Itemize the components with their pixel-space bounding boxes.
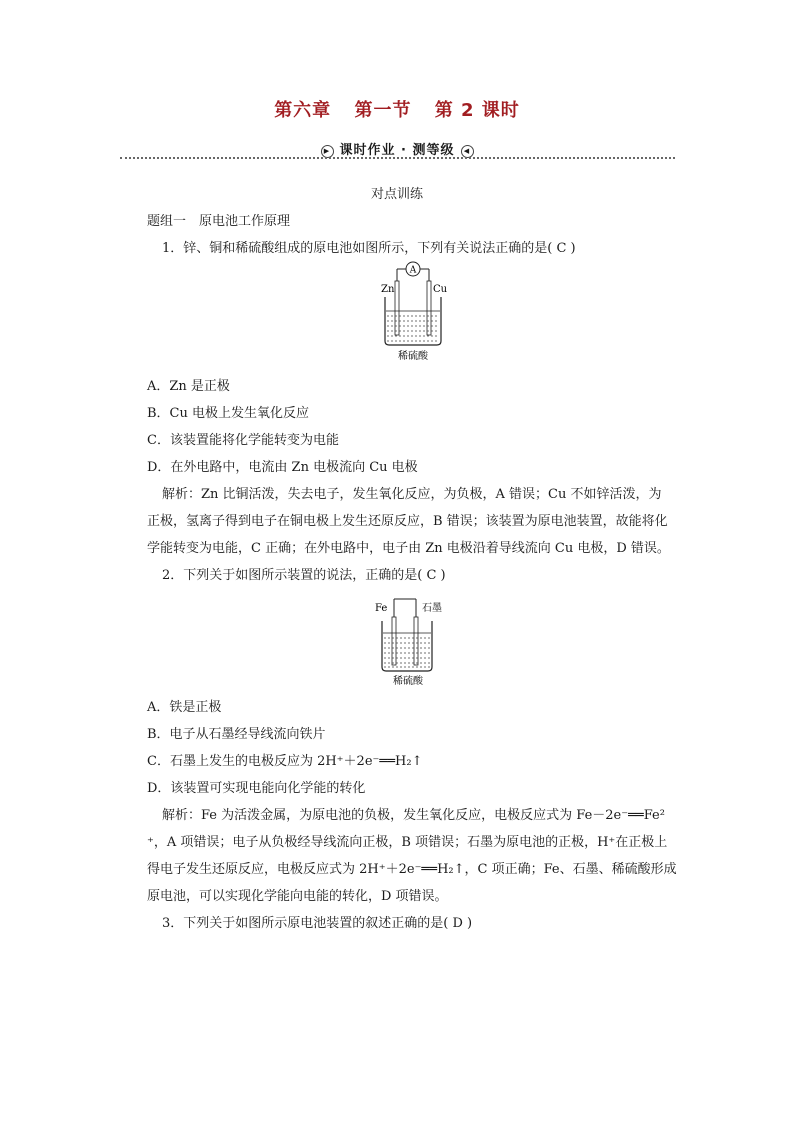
q2-analysis-line1: 解析：Fe 为活泼金属，为原电池的负极，发生氧化反应，电极反应式为 Fe－2e⁻══Fe²: [162, 808, 665, 823]
q1-analysis-line2: 正极，氢离子得到电子在铜电极上发生还原反应，B 错误；该装置为原电池装置，故能将化: [147, 514, 668, 529]
svg-text:稀硫酸: 稀硫酸: [398, 351, 428, 362]
svg-text:石墨: 石墨: [422, 603, 442, 614]
q1-figure: [375, 257, 448, 367]
svg-text:Fe: Fe: [375, 603, 388, 614]
q2-option-b: B．电子从石墨经导线流向铁片: [147, 727, 326, 742]
q1-stem: 1．锌、铜和稀硫酸组成的原电池如图所示，下列有关说法正确的是( C ): [162, 241, 576, 256]
q1-option-a: A．Zn 是正极: [147, 379, 230, 394]
play-right-icon: ▶: [321, 145, 334, 158]
q2-option-a: A．铁是正极: [147, 700, 222, 715]
q2-analysis-line3: 得电子发生还原反应，电极反应式为 2H⁺＋2e⁻══H₂↑，C 项正确；Fe、石墨、稀硫酸形成: [147, 862, 677, 877]
section-label: 第一节: [354, 100, 412, 121]
q2-analysis-line4: 原电池，可以实现化学能向电能的转化，D 项错误。: [147, 889, 448, 904]
q1-option-d: D．在外电路中，电流由 Zn 电极流向 Cu 电极: [147, 460, 418, 475]
section-title: 对点训练: [370, 187, 423, 202]
banner: [0, 139, 794, 158]
banner-text: 课时作业 · 测等级: [339, 143, 455, 158]
svg-text:Zn: Zn: [381, 284, 395, 295]
chapter-label: 第六章: [274, 100, 332, 121]
q2-analysis-line2: ⁺，A 项错误；电子从负极经导线流向正极，B 项错误；石墨为原电池的正极，H⁺在正极上: [147, 835, 668, 850]
svg-text:Cu: Cu: [433, 284, 448, 295]
q2-option-d: D．该装置可实现电能向化学能的转化: [147, 781, 366, 796]
q2-option-c: C．石墨上发生的电极反应为 2H⁺＋2e⁻══H₂↑: [147, 754, 423, 769]
q1-analysis-line1: 解析：Zn 比铜活泼，失去电子，发生氧化反应，为负极，A 错误；Cu 不如锌活泼，为: [162, 487, 662, 502]
page-title: [0, 96, 794, 122]
svg-text:A: A: [409, 265, 417, 276]
dotted-divider: [120, 157, 675, 159]
group-title: 题组一 原电池工作原理: [147, 214, 291, 229]
q1-option-c: C．该装置能将化学能转变为电能: [147, 433, 339, 448]
q2-stem: 2．下列关于如图所示装置的说法，正确的是( C ): [162, 568, 446, 583]
q1-analysis-line3: 学能转变为电能，C 正确；在外电路中，电子由 Zn 电极沿着导线流向 Cu 电极，D 错误。: [147, 541, 670, 556]
q1-option-b: B．Cu 电极上发生氧化反应: [147, 406, 310, 421]
lesson-label: 第 2 课时: [434, 100, 520, 121]
svg-text:稀硫酸: 稀硫酸: [393, 676, 423, 687]
play-left-icon: ◀: [461, 145, 474, 158]
q2-figure: [372, 595, 452, 687]
q3-stem: 3．下列关于如图所示原电池装置的叙述正确的是( D ): [162, 916, 473, 931]
